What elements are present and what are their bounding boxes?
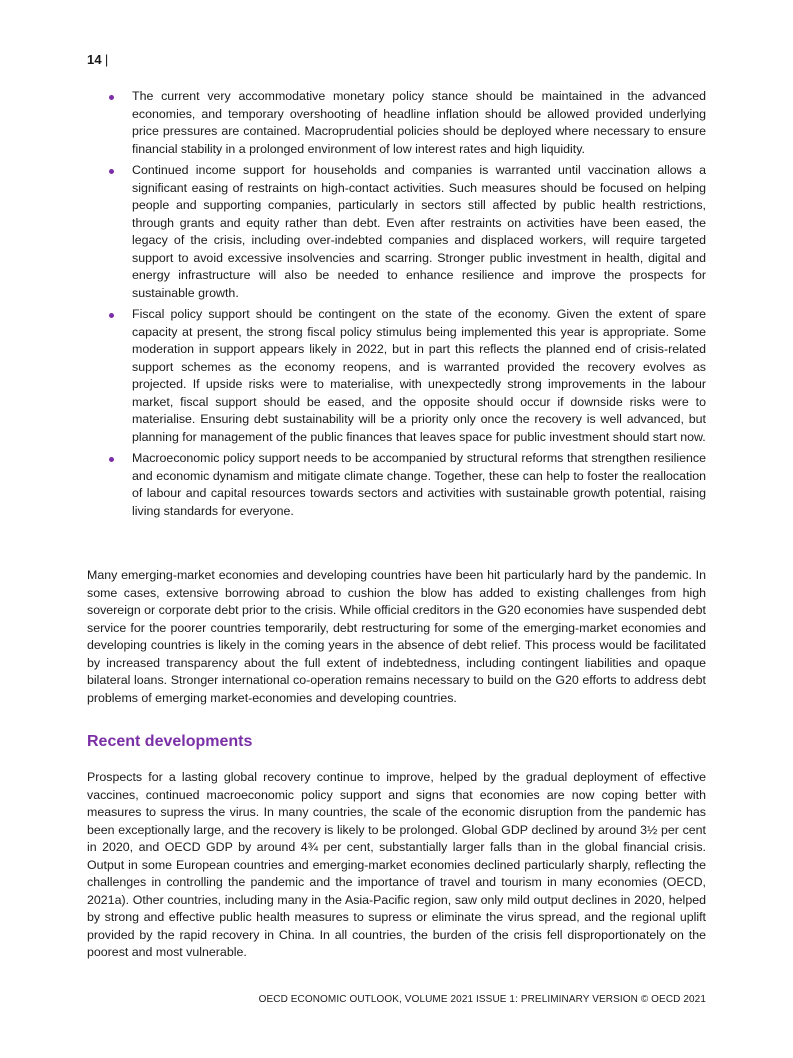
page-footer: OECD ECONOMIC OUTLOOK, VOLUME 2021 ISSUE 1: PRELIMINARY VERSION © OECD 2021 <box>258 994 706 1005</box>
bullet-item-income-support <box>105 162 706 302</box>
bullet-text: Macroeconomic policy support needs to be accompanied by structural reforms that strengthen resilience and economic dynamism and mitigate climate change. Together, these can help to foster the reallocation of labour and capital resources towards sectors and activities with sustainable growth potential, raising living standards for everyone. <box>132 451 706 518</box>
bullet-item-fiscal-policy <box>105 306 706 446</box>
page-number-value: 14 <box>87 52 102 67</box>
section-heading-recent-developments: Recent developments <box>87 733 253 750</box>
body-paragraph-recent-developments: Prospects for a lasting global recovery continue to improve, helped by the gradual deployment of effective vaccines, continued macroeconomic policy support and signs that economies are now coping better with measures to supress the virus. In many countries, the scale of the economic disruption from the pandemic has been exceptionally large, and the recovery is likely to be prolonged. Global GDP declined by around 3½ per cent in 2020, and OECD GDP by around 4¾ per cent, substantially larger falls than in the global financial crisis. Output in some European countries and emerging-market economies declined particularly sharply, reflecting the challenges in controlling the pandemic and the importance of travel and tourism in many economies (OECD, 2021a). Other countries, including many in the Asia-Pacific region, saw only mild output declines in 2020, helped by strong and effective public health measures to supress or eliminate the virus spread, and the regional uplift provided by the rapid recovery in China. In all countries, the burden of the crisis fell disproportionately on the poorest and most vulnerable. <box>87 770 706 959</box>
bullet-item-structural-reforms <box>105 450 706 520</box>
bullet-dot-icon <box>109 313 114 318</box>
bullet-text: Continued income support for households and companies is warranted until vaccination allows a significant easing of restraints on high-contact activities. Such measures should be focused on helping people and supporting companies, particularly in sectors still affected by public health restrictions, through grants and equity rather than debt. Even after restraints on activities have been eased, the legacy of the crisis, including over-indebted companies and displaced workers, will require targeted support to avoid excessive insolvencies and scarring. Stronger public investment in health, digital and energy infrastructure will also be needed to enhance resilience and improve the prospects for sustainable growth. <box>132 163 706 300</box>
bullet-dot-icon <box>109 95 114 100</box>
page-number <box>87 52 108 67</box>
bullet-text: Fiscal policy support should be contingent on the state of the economy. Given the extent of spare capacity at present, the strong fiscal policy stimulus being implemented this year is appropriate. Some moderation in support appears likely in 2022, but in part this reflects the planned end of crisis-related support schemes as the economy reopens, and is warranted provided the recovery evolves as projected. If upside risks were to materialise, with unexpectedly strong improvements in the labour market, fiscal support should be eased, and the opposite should occur if downside risks were to materialise. Ensuring debt sustainability will be a priority only once the recovery is well advanced, but planning for management of the public finances that leaves space for public investment should start now. <box>132 307 706 444</box>
body-paragraph-emerging-markets: Many emerging-market economies and developing countries have been hit particularly hard by the pandemic. In some cases, extensive borrowing abroad to cushion the blow has added to existing challenges from high sovereign or corporate debt prior to the crisis. While official creditors in the G20 economies have suspended debt service for the poorer countries temporarily, debt restructuring for some of the emerging-market economies and developing countries is likely in the coming years in the absence of debt relief. This process would be facilitated by increased transparency about the full extent of indebtedness, including contingent liabilities and opaque bilateral loans. Stronger international co-operation remains necessary to build on the G20 efforts to address debt problems of emerging market-economies and developing countries. <box>87 568 706 705</box>
bullet-text: The current very accommodative monetary policy stance should be maintained in the advanced economies, and temporary overshooting of headline inflation should be allowed provided underlying price pressures are contained. Macroprudential policies should be deployed where necessary to ensure financial stability in a prolonged environment of low interest rates and high liquidity. <box>132 89 706 156</box>
bullet-dot-icon <box>109 169 114 174</box>
bullet-dot-icon <box>109 457 114 462</box>
bullet-item-monetary-policy <box>105 88 706 158</box>
policy-bullet-list <box>105 88 706 524</box>
page-number-separator: | <box>104 52 109 67</box>
